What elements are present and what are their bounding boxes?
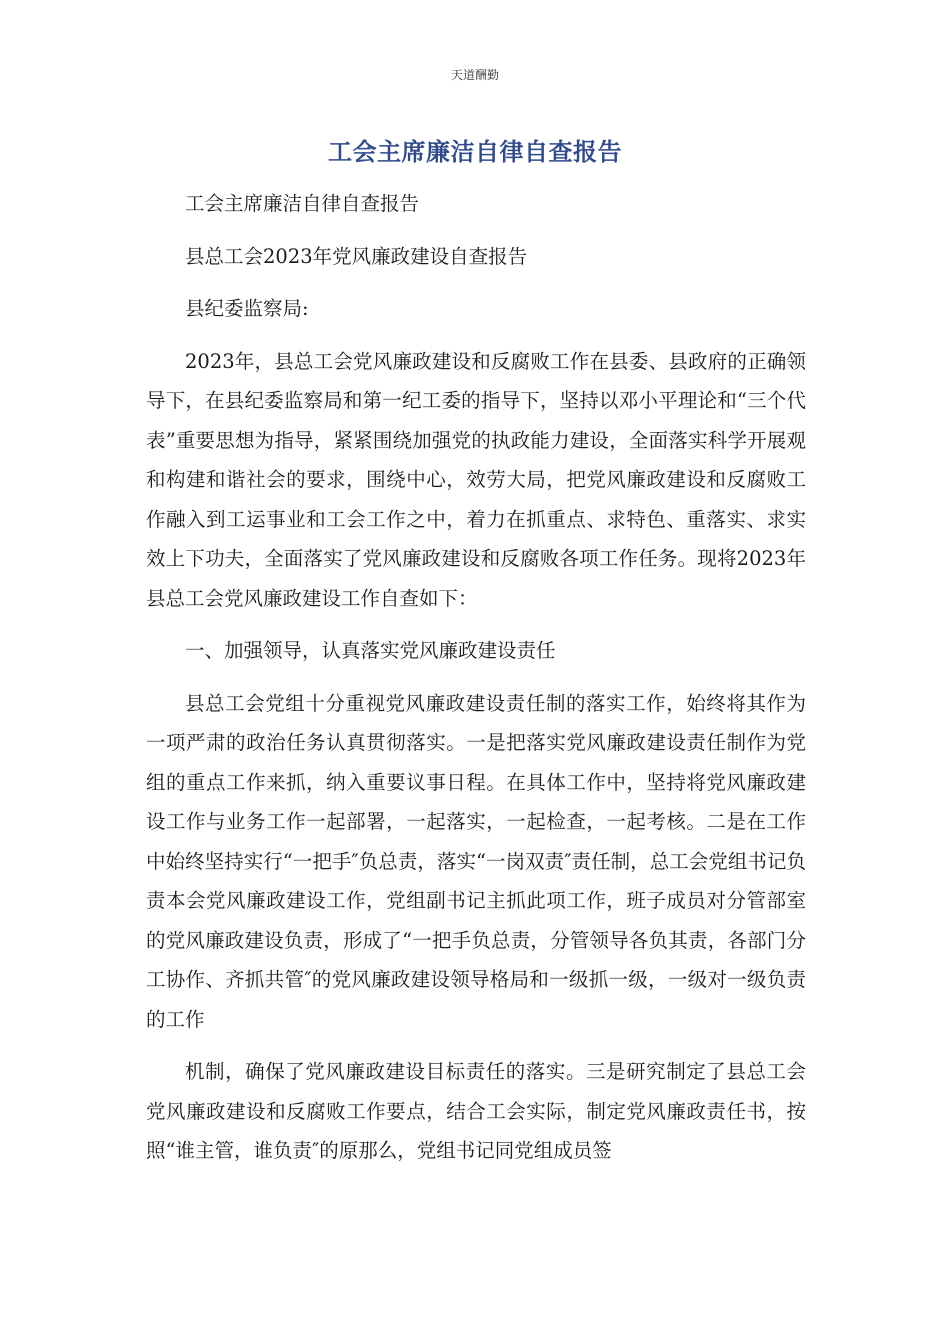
header-mark: 天道酬勤 [450,68,499,82]
document-title: 工会主席廉洁自律自查报告 [328,138,622,166]
paragraph-section-1: 县总工会党组十分重视党风廉政建设责任制的落实工作，始终将其作为一项严肃的政治任务认真贯彻落实。一是把落实党风廉政建设责任制作为党组的重点工作来抓，纳入重要议事日程。在具体工作中，坚持将党风廉政建设工作与业务工作一起部署，一起落实，一起检查，一起考核。二是在工作中始终坚持实行“一把手″负总责，落实“一岗双责″责任制，总工会党组书记负责本会党风廉政建设工作，党组副书记主抓此项工作，班子成员对分管部室的党风廉政建设负责，形成了“一把手负总责，分管领导各负其责，各部门分工协作、齐抓共管″的党风廉政建设领导格局和一级抓一级，一级对一级负责的工作 [146,691,806,1031]
paragraph-section-1-cont: 机制，确保了党风廉政建设目标责任的落实。三是研究制定了县总工会党风廉政建设和反腐败工作要点，结合工会实际，制定党风廉政责任书，按照“谁主管，谁负责″的原那么，党组书记同党组成员签 [146,1060,806,1162]
paragraph-addressee: 县纪委监察局: [185,297,309,320]
document-body [146,184,806,1184]
paragraph-subtitle: 工会主席廉洁自律自查报告 [185,192,420,215]
section-heading-1: 一、加强领导，认真落实党风廉政建设责任 [185,639,556,662]
paragraph-report-name: 县总工会2023年党风廉政建设自查报告 [185,244,528,268]
paragraph-intro: 2023年，县总工会党风廉政建设和反腐败工作在县委、县政府的正确领导下，在县纪委监察局和第一纪工委的指导下，坚持以邓小平理论和“三个代表”重要思想为指导，紧紧围绕加强党的执政能力建设，全面落实科学开展观和构建和谐社会的要求，围绕中心，效劳大局，把党风廉政建设和反腐败工作融入到工运事业和工会工作之中，着力在抓重点、求特色、重落实、求实效上下功夫，全面落实了党风廉政建设和反腐败各项工作任务。现将2023年县总工会党风廉政建设工作自查如下： [146,349,806,610]
